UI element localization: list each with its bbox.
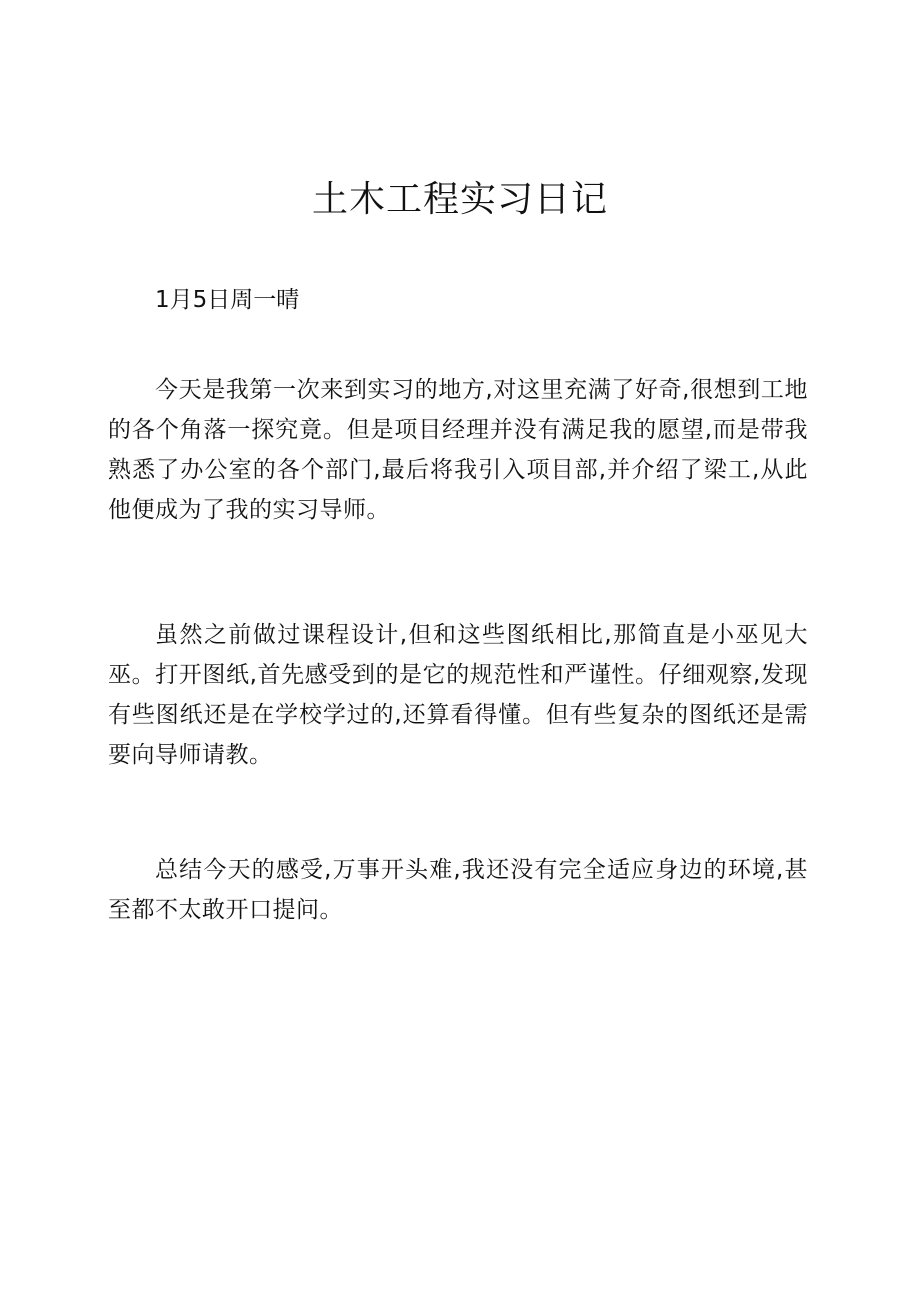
document-title: 土木工程实习日记 <box>311 179 608 220</box>
paragraph-3: 总结今天的感受,万事开头难,我还没有完全适应身边的环境,甚至都不太敢开口提问。 <box>108 857 808 923</box>
paragraph-2: 虽然之前做过课程设计,但和这些图纸相比,那简直是小巫见大巫。打开图纸,首先感受到的是它的规范性和严谨性。仔细观察,发现有些图纸还是在学校学过的,还算看得懂。但有些复杂的图纸还是需要向导师请教。 <box>108 622 808 768</box>
paragraph-1: 今天是我第一次来到实习的地方,对这里充满了好奇,很想到工地的各个角落一探究竟。但是项目经理并没有满足我的愿望,而是带我熟悉了办公室的各个部门,最后将我引入项目部,并介绍了梁工,从此他便成为了我的实习导师。 <box>108 377 808 523</box>
diary-date-line: 1月5日周一晴 <box>155 287 300 313</box>
